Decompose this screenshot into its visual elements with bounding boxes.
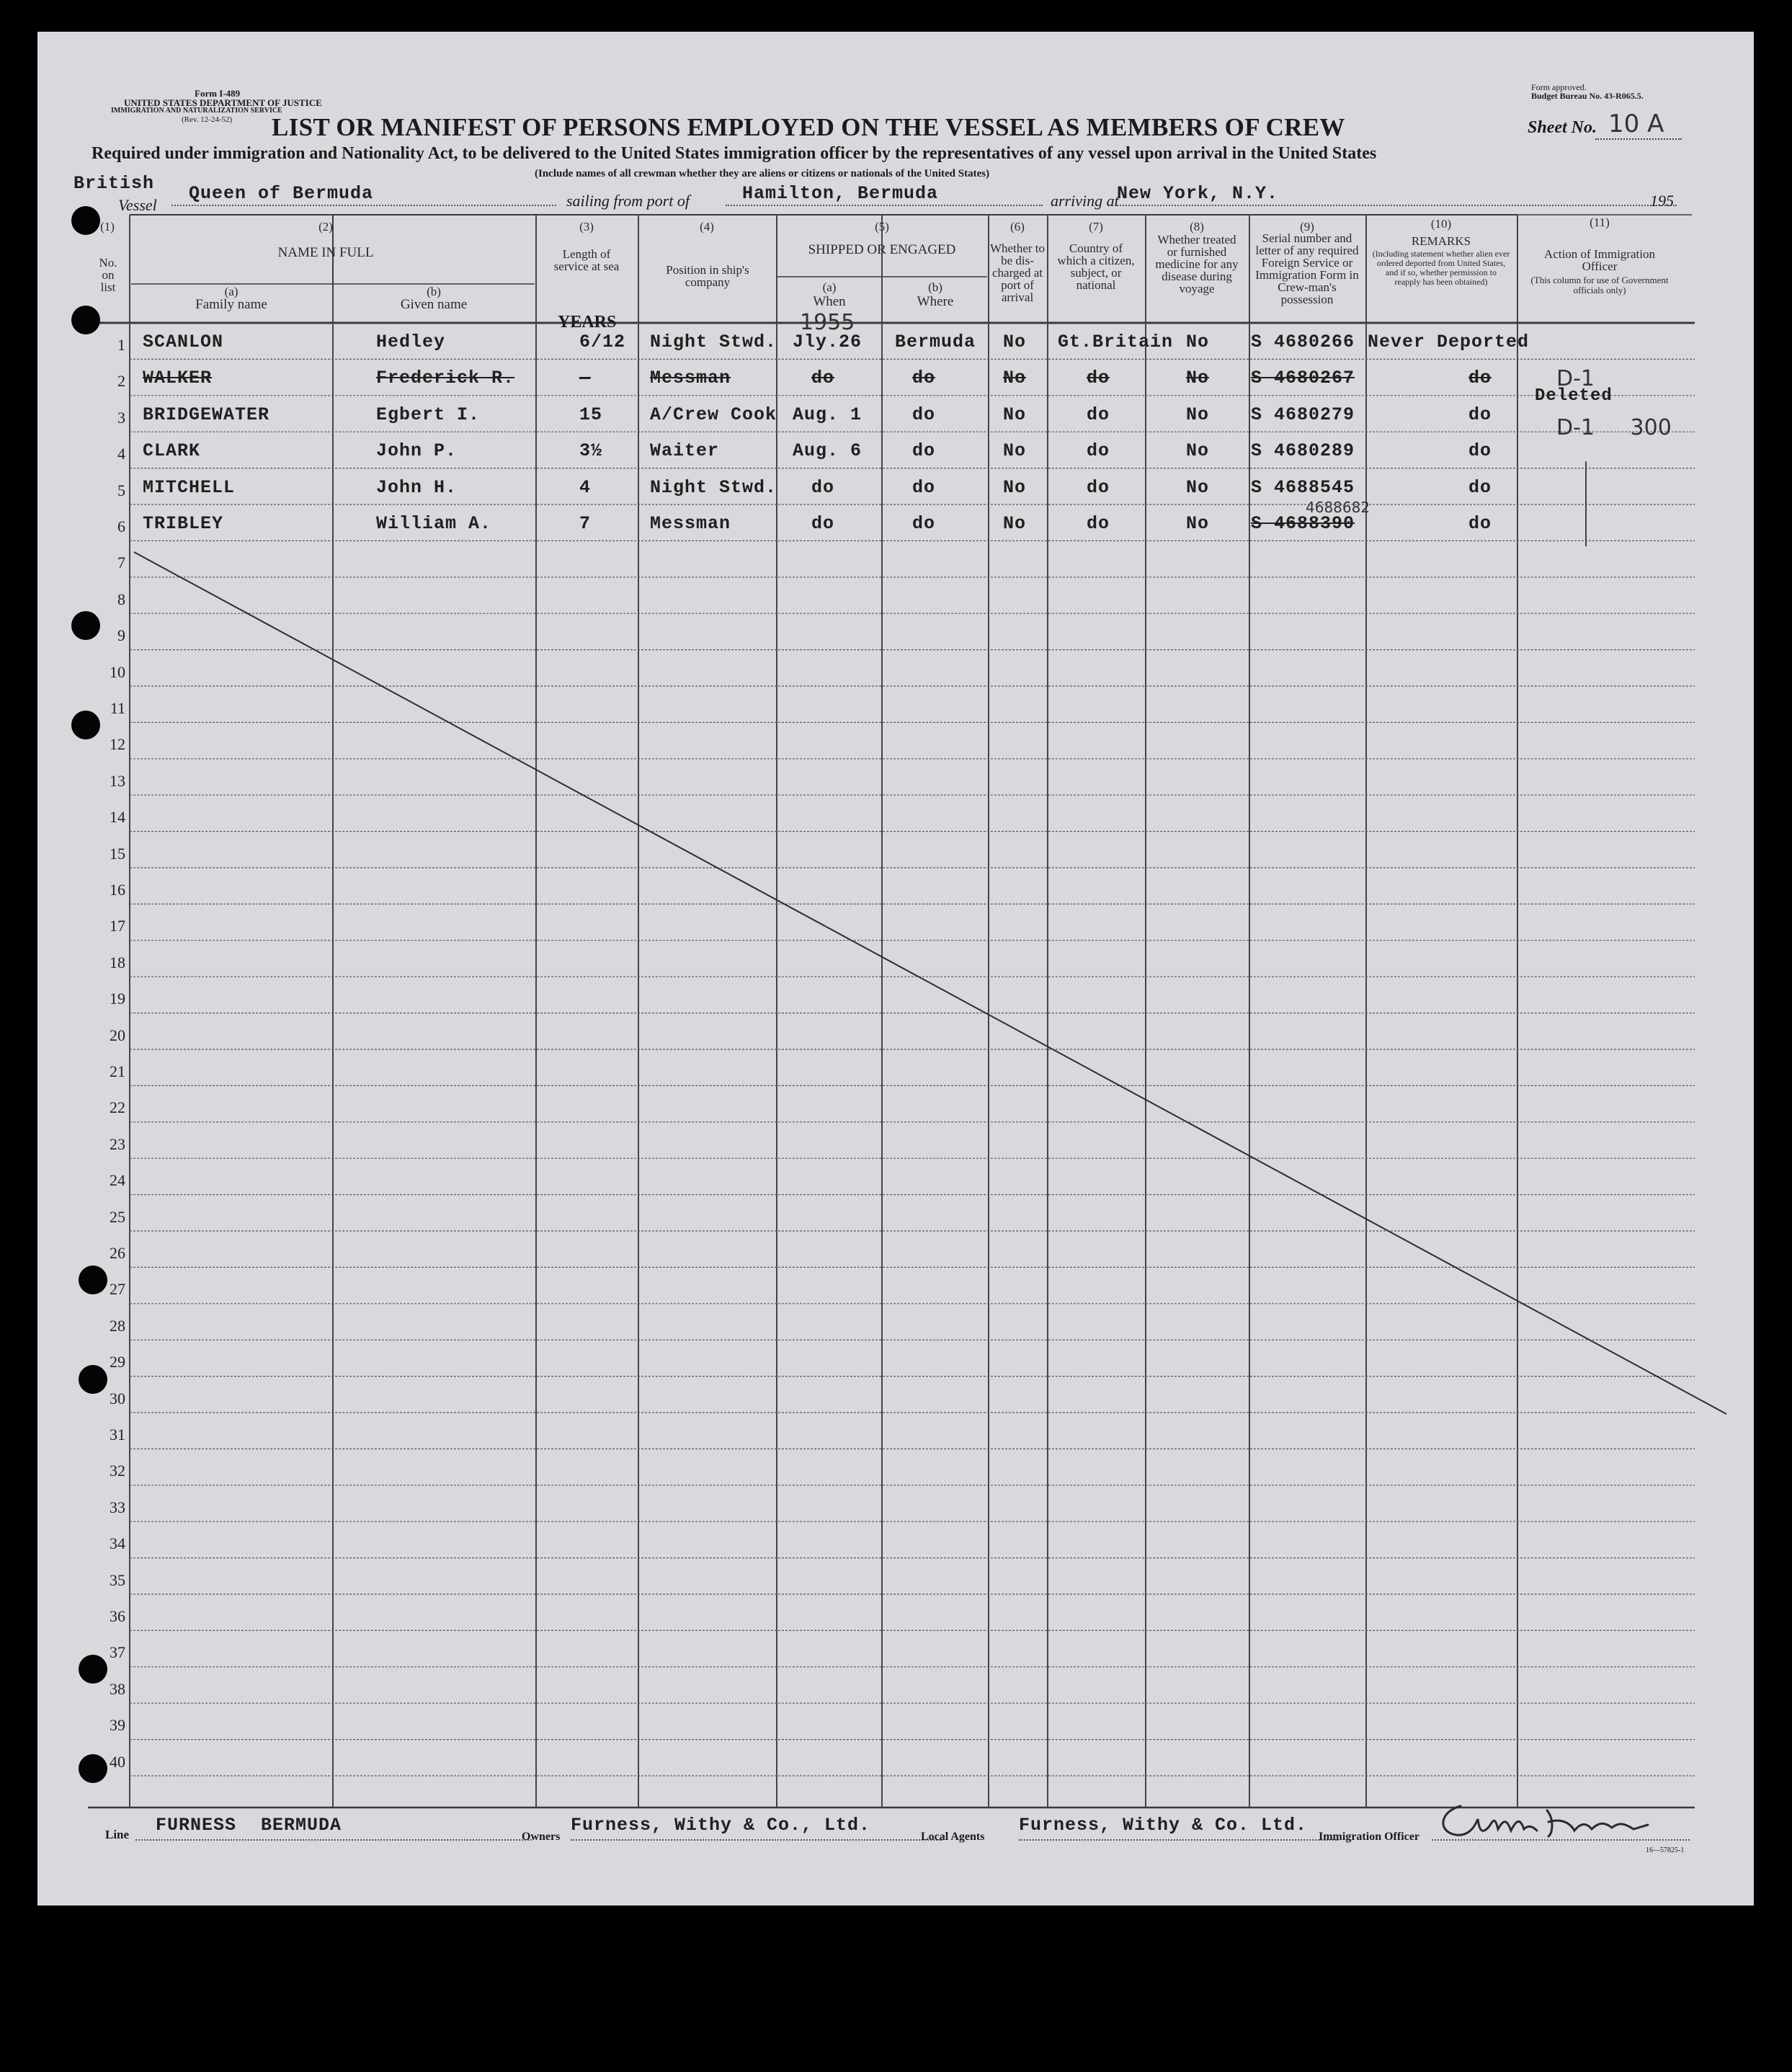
- col8-index: (8): [1190, 220, 1204, 234]
- col7-label: Country of which a citizen, subject, or national: [1057, 241, 1135, 292]
- col2-label: NAME IN FULL: [277, 245, 374, 260]
- row-number: 35: [110, 1570, 125, 1589]
- col1-index: (1): [100, 220, 115, 234]
- col9-index: (9): [1300, 220, 1314, 234]
- col10-note: (Including statement whether alien ever ordered deported from United States, and if so, whether permission to reapply has been obtained): [1372, 249, 1510, 287]
- row-number: 21: [110, 1062, 125, 1080]
- row-number: 17: [110, 917, 125, 935]
- row-number: 13: [110, 771, 125, 790]
- include-note: (Include names of all crewman whether they are aliens or citizens or nationals of the United States): [535, 168, 990, 179]
- service-cell: 6/12: [579, 332, 626, 352]
- col9-label: Serial number and letter of any required Foreign Service or Immigration Form in Crew-man's possession: [1255, 231, 1359, 306]
- agents-label: Local Agents: [921, 1831, 985, 1843]
- discharged-cell: No: [1003, 476, 1027, 498]
- col2-index: (2): [318, 220, 333, 234]
- row-number: 4: [117, 445, 125, 463]
- family-name-cell: SCANLON: [143, 332, 224, 352]
- row-number: 38: [110, 1679, 125, 1698]
- remarks-cell: do: [1468, 513, 1492, 534]
- discharged-cell: No: [1003, 440, 1027, 462]
- family-name-cell: TRIBLEY: [143, 513, 224, 534]
- col2b-index: (b): [427, 285, 441, 298]
- remarks-cell: do: [1468, 404, 1492, 425]
- row-number: 27: [110, 1280, 125, 1299]
- col2b-label: Given name: [400, 297, 468, 312]
- col7-index: (7): [1089, 220, 1103, 234]
- treated-cell: No: [1186, 404, 1210, 425]
- vessel-name: Queen of Bermuda: [189, 183, 374, 204]
- ditto-mark: [1585, 461, 1587, 546]
- position-cell: Waiter: [650, 440, 720, 462]
- owners: Furness, Withy & Co., Ltd.: [571, 1815, 871, 1836]
- row-number: 31: [110, 1426, 125, 1444]
- row-number: 32: [110, 1462, 125, 1480]
- family-name-cell: BRIDGEWATER: [143, 404, 270, 425]
- country-cell: do: [1087, 476, 1110, 498]
- col5-label: SHIPPED OR ENGAGED: [808, 242, 956, 257]
- form-approved: Form approved.: [1531, 82, 1587, 92]
- row-number: 34: [110, 1534, 125, 1553]
- col6-label: Whether to be dis-charged at port of arrival: [990, 241, 1045, 304]
- row-number: 19: [110, 990, 125, 1008]
- serial-number-cell: S 4680266: [1251, 332, 1355, 352]
- binder-hole: [71, 611, 100, 640]
- row-number: 37: [110, 1643, 125, 1662]
- shipped-where-cell: Bermuda: [895, 332, 976, 352]
- row-number: 1: [117, 336, 125, 354]
- discharged-cell: No: [1003, 332, 1027, 352]
- port-of-arrival: New York, N.Y.: [1117, 183, 1279, 204]
- country-cell: do: [1087, 368, 1110, 389]
- col10-index: (10): [1430, 217, 1452, 231]
- row-number: 14: [110, 808, 125, 827]
- row-number: 29: [110, 1353, 125, 1371]
- print-code: 16—57825-1: [1646, 1846, 1685, 1854]
- row-number: 24: [110, 1171, 125, 1190]
- binder-hole: [79, 1365, 107, 1394]
- row-number: 30: [110, 1389, 125, 1408]
- discharged-cell: No: [1003, 513, 1027, 534]
- family-name-cell: WALKER: [143, 368, 213, 389]
- form-title: LIST OR MANIFEST OF PERSONS EMPLOYED ON THE VESSEL AS MEMBERS OF CREW: [272, 113, 1345, 141]
- service-cell: 7: [579, 513, 592, 534]
- remarks-cell: do: [1468, 476, 1492, 498]
- given-name-cell: William A.: [376, 513, 492, 534]
- owners-label: Owners: [522, 1831, 561, 1843]
- serial-correction: 4688682: [1306, 499, 1370, 516]
- position-cell: Night Stwd.: [650, 332, 777, 352]
- budget-bureau: Budget Bureau No. 43-R065.5.: [1531, 91, 1644, 101]
- binder-hole: [79, 1655, 107, 1684]
- revision: (Rev. 12-24-52): [182, 115, 233, 124]
- col4-index: (4): [700, 220, 714, 234]
- col5b-label: Where: [917, 294, 954, 309]
- row-number: 9: [117, 626, 125, 645]
- row-number: 15: [110, 844, 125, 863]
- shipped-where-cell: do: [912, 476, 936, 498]
- binder-hole: [79, 1266, 107, 1294]
- table-grid: [37, 32, 1754, 1906]
- remarks-cell: do: [1468, 440, 1492, 462]
- officer-label: Immigration Officer: [1319, 1831, 1419, 1843]
- sheet-label: Sheet No.: [1528, 118, 1597, 137]
- col1-label: No. on list: [99, 256, 117, 294]
- row-number: 5: [117, 481, 125, 499]
- row-number: 6: [117, 517, 125, 535]
- binder-hole: [79, 1754, 107, 1783]
- given-name-cell: Egbert I.: [376, 404, 481, 425]
- col8-label: Whether treated or furnished medicine for any disease during voyage: [1155, 233, 1239, 295]
- col6-index: (6): [1010, 220, 1025, 234]
- action-row2: Deleted: [1535, 386, 1613, 406]
- col2a-index: (a): [224, 285, 239, 298]
- col11-label: Action of Immigration Officer: [1544, 247, 1655, 273]
- row-number: 7: [117, 553, 125, 572]
- form-number: Form I-489: [195, 88, 241, 99]
- row-number: 39: [110, 1716, 125, 1735]
- row-number: 22: [110, 1098, 125, 1117]
- col5-index: (5): [875, 220, 889, 234]
- year-suffix: 195: [1650, 192, 1674, 210]
- sheet-number: 10 A: [1608, 110, 1664, 138]
- manifest-sheet: [37, 32, 1754, 1906]
- given-name-cell: John H.: [376, 476, 458, 498]
- discharged-cell: No: [1003, 368, 1027, 389]
- shipped-when-cell: do: [811, 368, 835, 389]
- shipped-where-cell: do: [912, 513, 936, 534]
- remarks-cell: do: [1468, 368, 1492, 389]
- agents-underline: [1019, 1839, 1339, 1841]
- treated-cell: No: [1186, 476, 1210, 498]
- binder-hole: [71, 206, 100, 235]
- country-cell: do: [1087, 513, 1110, 534]
- position-cell: Night Stwd.: [650, 476, 777, 498]
- shipped-when-cell: Jly.26: [793, 332, 862, 352]
- row-number: 23: [110, 1134, 125, 1153]
- row-number: 11: [110, 699, 125, 717]
- serial-number-cell: S 4688545: [1251, 476, 1355, 498]
- action-row3: D-1 300: [1556, 415, 1672, 440]
- action-row1: D-1: [1556, 366, 1595, 391]
- col3-unit: YEARS: [558, 313, 617, 332]
- port-of-departure: Hamilton, Bermuda: [742, 183, 939, 204]
- officer-underline: [1432, 1839, 1690, 1841]
- country-cell: Gt.Britain: [1058, 332, 1174, 352]
- position-cell: Messman: [650, 368, 731, 389]
- treated-cell: No: [1186, 440, 1210, 462]
- line-label: Line: [105, 1828, 130, 1841]
- vessel-nationality: British: [73, 173, 155, 194]
- serial-number-cell: S 4680279: [1251, 404, 1355, 425]
- col5a-year: 1955: [800, 310, 855, 335]
- row-number: 28: [110, 1316, 125, 1335]
- remarks-cell: Never Deported: [1368, 332, 1530, 352]
- family-name-cell: CLARK: [143, 440, 201, 462]
- serial-number-cell: S 4680289: [1251, 440, 1355, 462]
- shipped-when-cell: do: [811, 513, 835, 534]
- service: IMMIGRATION AND NATURALIZATION SERVICE: [111, 107, 282, 115]
- col5a-index: (a): [822, 280, 837, 294]
- col5a-label: When: [813, 294, 846, 309]
- shipped-where-cell: do: [912, 404, 936, 425]
- treated-cell: No: [1186, 513, 1210, 534]
- row-number: 10: [110, 662, 125, 681]
- row-number: 25: [110, 1207, 125, 1226]
- row-number: 26: [110, 1244, 125, 1262]
- given-name-cell: Frederick R.: [376, 368, 515, 389]
- family-name-cell: MITCHELL: [143, 476, 236, 498]
- local-agents: Furness, Withy & Co. Ltd.: [1019, 1815, 1308, 1836]
- arriving-label: arriving at: [1051, 192, 1119, 210]
- country-cell: do: [1087, 404, 1110, 425]
- service-cell: 3½: [579, 440, 603, 462]
- given-name-cell: Hedley: [376, 332, 446, 352]
- row-number: 18: [110, 953, 125, 971]
- col3-index: (3): [579, 220, 594, 234]
- serial-number-cell: S 4688390: [1251, 513, 1355, 534]
- sailing-label: sailing from port of: [566, 192, 690, 210]
- position-cell: Messman: [650, 513, 731, 534]
- vessel-label: Vessel: [118, 196, 157, 214]
- steamship-line: FURNESS BERMUDA: [156, 1815, 342, 1836]
- treated-cell: No: [1186, 332, 1210, 352]
- form-subtitle: Required under immigration and Nationality Act, to be delivered to the United States immigration officer by the representatives of any vessel upon arrival in the United States: [92, 144, 1377, 163]
- row-number: 8: [117, 590, 125, 608]
- col2a-label: Family name: [195, 297, 267, 312]
- row-number: 3: [117, 408, 125, 427]
- service-cell: —: [579, 368, 592, 389]
- col11-index: (11): [1590, 215, 1610, 229]
- shipped-where-cell: do: [912, 440, 936, 462]
- col11-note: (This column for use of Government officials only): [1530, 275, 1669, 295]
- row-number: 20: [110, 1026, 125, 1044]
- shipped-when-cell: do: [811, 476, 835, 498]
- row-number: 40: [110, 1752, 125, 1771]
- grid-line: [134, 552, 1726, 1414]
- shipped-when-cell: Aug. 6: [793, 440, 862, 462]
- discharged-cell: No: [1003, 404, 1027, 425]
- treated-cell: No: [1186, 368, 1210, 389]
- binder-hole: [71, 711, 100, 739]
- row-number: 33: [110, 1498, 125, 1516]
- binder-hole: [71, 306, 100, 334]
- position-cell: A/Crew Cook: [650, 404, 777, 425]
- row-number: 2: [117, 372, 125, 391]
- owners-underline: [571, 1839, 942, 1841]
- row-number: 12: [110, 735, 125, 754]
- department: UNITED STATES DEPARTMENT OF JUSTICE: [124, 97, 322, 108]
- col10-label: REMARKS: [1411, 234, 1471, 248]
- service-cell: 4: [579, 476, 592, 498]
- shipped-when-cell: Aug. 1: [793, 404, 862, 425]
- shipped-where-cell: do: [912, 368, 936, 389]
- country-cell: do: [1087, 440, 1110, 462]
- given-name-cell: John P.: [376, 440, 458, 462]
- col3-label: Length of service at sea: [553, 247, 620, 273]
- service-cell: 15: [579, 404, 603, 425]
- col5b-index: (b): [928, 280, 942, 294]
- col4-label: Position in ship's company: [666, 263, 749, 289]
- line-underline: [135, 1839, 532, 1841]
- row-number: 16: [110, 881, 125, 899]
- row-number: 36: [110, 1607, 125, 1625]
- serial-number-cell: S 4680267: [1251, 368, 1355, 389]
